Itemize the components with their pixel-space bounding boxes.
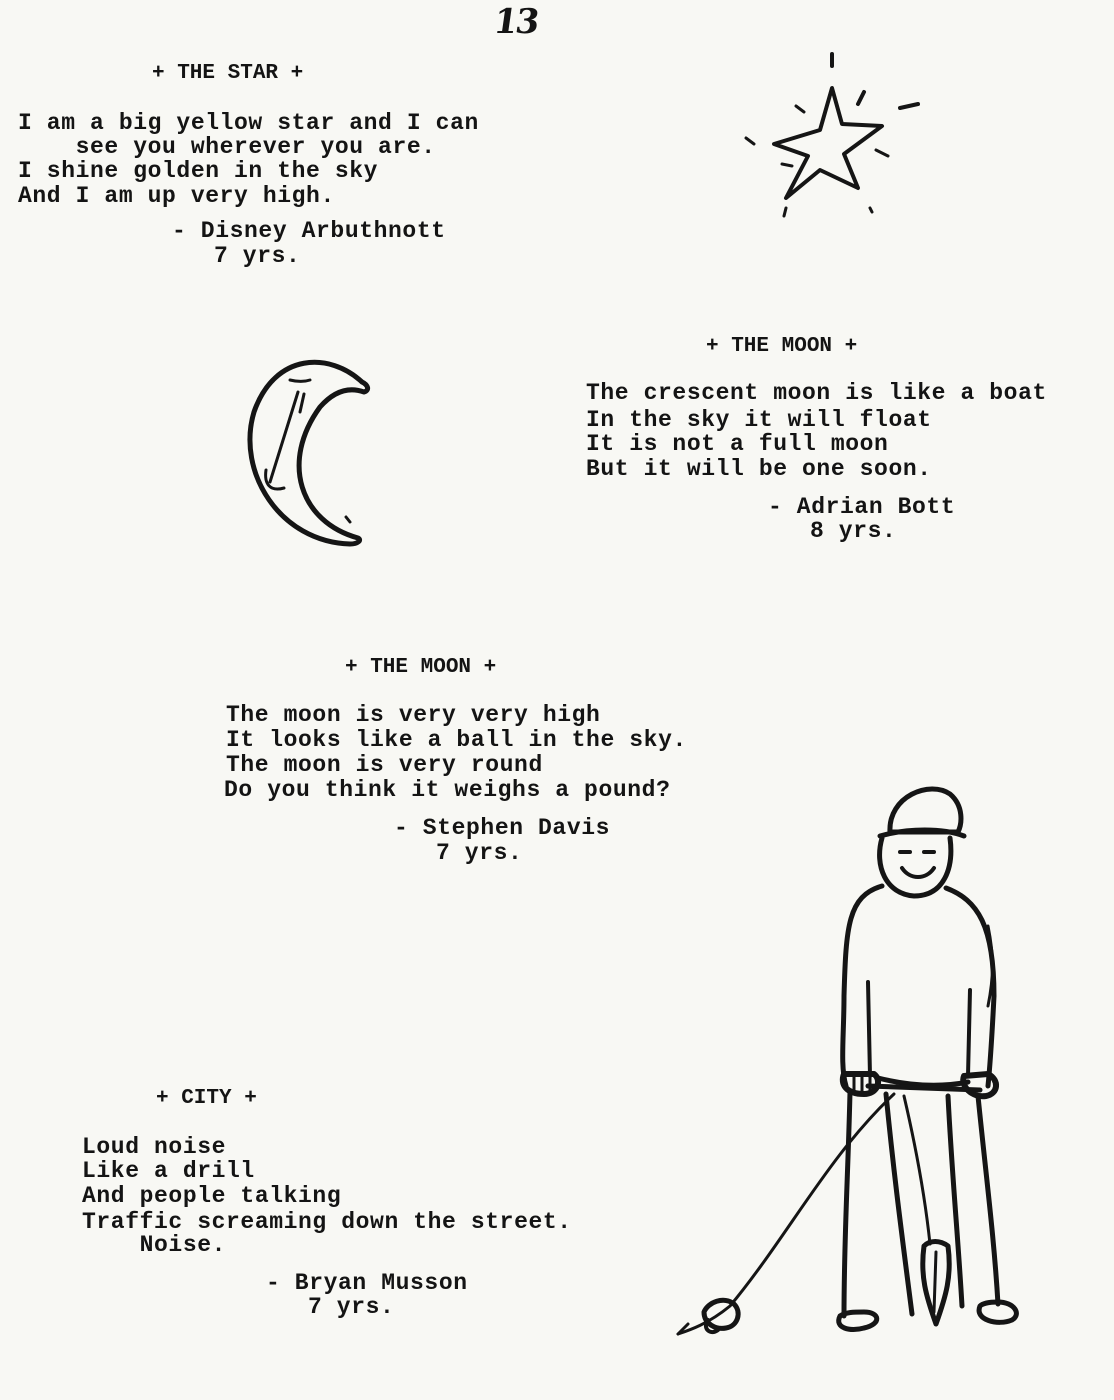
poem-line: Do you think it weighs a pound? [224,777,671,803]
poem-line: The moon is very very high [226,702,601,728]
poem-line: And people talking [82,1183,342,1209]
poem-author: - Adrian Bott [768,494,956,520]
poem-line: It looks like a ball in the sky. [226,727,687,753]
poem-line: Like a drill [82,1158,255,1184]
workman-with-drill-drawing [668,776,1028,1346]
poem-line: In the sky it will float [586,407,932,433]
poem-line: And I am up very high. [18,183,335,209]
poem-line: The crescent moon is like a boat [586,380,1047,406]
poem-title-the-moon: + THE MOON + [345,656,497,679]
poem-author: - Bryan Musson [266,1270,468,1296]
star-drawing [740,48,925,223]
poem-line: Traffic screaming down the street. [82,1209,572,1235]
poem-line: Noise. [82,1232,227,1258]
crescent-moon-drawing [240,352,380,552]
poem-line: But it will be one soon. [586,456,932,482]
poem-line: I am a big yellow star and I can [18,110,479,136]
poem-author-age: 7 yrs. [436,840,523,866]
poem-author: - Disney Arbuthnott [172,218,446,244]
poem-line: I shine golden in the sky [18,158,379,184]
poem-author: - Stephen Davis [394,815,611,841]
poem-title-the-star: + THE STAR + [152,62,304,85]
poem-line: Loud noise [82,1134,227,1160]
poem-title-the-moon: + THE MOON + [706,335,858,358]
poem-line: It is not a full moon [586,431,889,457]
page-number: 13 [491,2,541,42]
poem-line: The moon is very round [226,752,543,778]
poem-author-age: 7 yrs. [308,1294,395,1320]
poem-line: see you wherever you are. [18,134,436,160]
poem-title-city: + CITY + [156,1087,257,1110]
poem-author-age: 7 yrs. [214,243,301,269]
poem-author-age: 8 yrs. [810,518,897,544]
